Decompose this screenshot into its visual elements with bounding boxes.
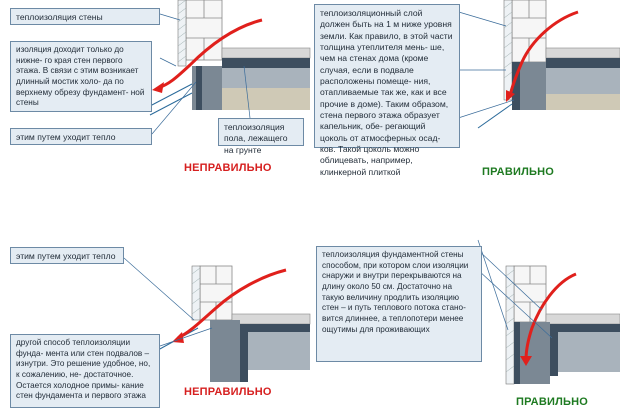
inner-insulation [240,332,248,382]
callout-wall-insulation [10,8,160,25]
floor-slab [558,332,620,372]
floor-insulation [546,324,620,332]
brick-wall [514,266,546,322]
callout-text: теплоизоляция стены [16,12,103,22]
verdict-wrong: НЕПРАВИЛЬНО [184,386,272,398]
floor-slab [248,332,310,370]
floor-screed [232,314,310,324]
floor-gravel [222,88,310,110]
floor-insulation [222,58,310,68]
floor-slab [222,68,310,88]
callout-floor-insulation [218,118,304,155]
callout-text: изоляция доходит только до нижне- го края стен первого этажа. В связи с этим возникает длинный мостик холо- да по верхнему обрезу фундамент- ной стены [16,45,145,108]
callout-text: этим путем уходит тепло [16,251,116,261]
foundation-wall [518,62,546,110]
verdict-right: ПРАВИЛЬНО [516,396,588,408]
inner-insulation [550,332,558,376]
callout-text: этим путем уходит тепло [16,132,116,142]
callout-inside-insulation [10,334,160,408]
panel-wrong-2 [0,210,310,416]
callout-text: теплоизоляция пола, лежащего на грунте [224,122,288,155]
wall-insulation [506,266,514,384]
callout-overlap-insulation [316,246,482,362]
verdict-wrong: НЕПРАВИЛЬНО [184,162,272,174]
floor-slab [546,68,620,94]
panel-right-1 [310,0,620,210]
callout-cold-bridge [10,41,152,112]
floor-screed [222,48,310,58]
floor-gravel [546,94,620,110]
panel-right-2 [310,210,620,416]
verdict-right: ПРАВИЛЬНО [482,166,554,178]
callout-insulation-depth [314,4,460,177]
brick-wall [512,0,546,62]
callout-text: теплоизоляционный слой должен быть на 1 м ниже уровня земли. Как правило, в этой части толщина утеплителя мень- ше, чем на стенах дома (кроме случая, если в подвале расположены помеще- ния, отапливаемые так же, как и все прочие в доме). Таким образом, стена первого этажа образует капельник, обе- регающий цоколь от атмосферных осад- ков. Такой цоколь можно облицевать, например, клинкерной плиткой [320,8,453,177]
floor-screed [546,48,620,58]
callout-text: теплоизоляция фундаментной стены способом, при котором слои изоляции снаружи и внутри перекрываются на длину около 50 см. Достаточно на такую величину продлить изоляцию стен – и путь теплового потока стано- вится длиннее, а теплопотери менее ощутимы для проживающих [322,250,469,334]
callout-heat-loss [10,247,124,264]
callout-heat-loss [10,128,152,145]
floor-insulation [546,58,620,68]
floor-screed [546,314,620,324]
callout-text: другой способ теплоизоляции фунда- мента или стен подвалов – изнутри. Это решение удобное, но, к сожалению, не- достаточное. Остается холодное примы- кание стен фундамента и первого этажа [16,338,151,401]
foundation-wall [210,320,240,382]
panel-wrong-1 [0,0,310,210]
floor-insulation [232,324,310,332]
brick-wall [200,266,232,320]
outer-insulation [514,322,520,384]
